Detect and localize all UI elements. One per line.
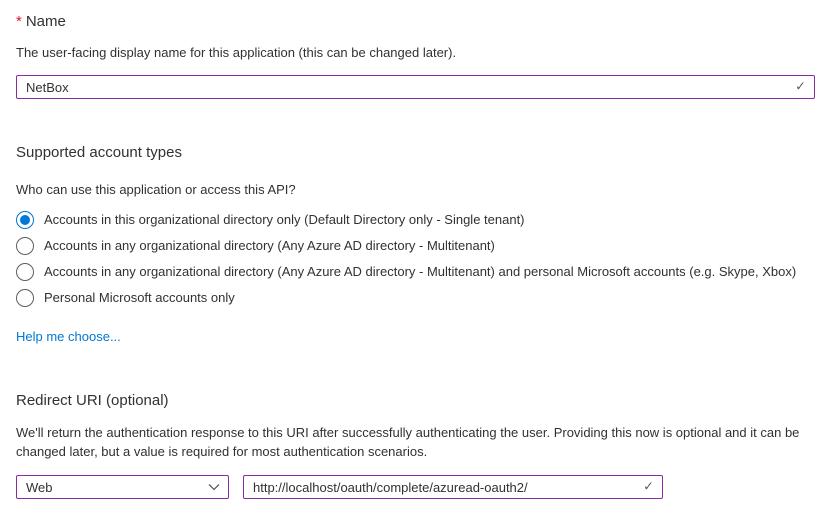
checkmark-icon: ✓ (643, 478, 654, 494)
radio-label: Accounts in this organizational directory only (Default Directory only - Single tenant) (44, 212, 525, 227)
radio-single-tenant[interactable] (16, 207, 815, 233)
radio-button-icon[interactable] (16, 289, 34, 307)
radio-button-icon[interactable] (16, 263, 34, 281)
help-me-choose-link[interactable]: Help me choose... (16, 329, 121, 344)
required-asterisk: * (16, 13, 22, 30)
redirect-uri-row (16, 475, 815, 499)
account-types-radio-group (16, 207, 815, 311)
radio-label: Accounts in any organizational directory (Any Azure AD directory - Multitenant) and personal Microsoft accounts (e.g. Skype, Xbox) (44, 264, 797, 279)
chevron-down-icon (208, 483, 220, 491)
account-types-question: Who can use this application or access this API? (16, 182, 296, 197)
name-description: The user-facing display name for this application (this can be changed later). (16, 45, 457, 60)
redirect-uri-heading: Redirect URI (optional) (16, 392, 169, 409)
radio-button-icon[interactable] (16, 237, 34, 255)
name-input-wrap (16, 75, 815, 99)
help-link-row (16, 328, 815, 346)
app-registration-form (16, 0, 815, 499)
radio-button-icon[interactable] (16, 211, 34, 229)
radio-label: Accounts in any organizational directory (Any Azure AD directory - Multitenant) (44, 238, 495, 253)
checkmark-icon: ✓ (795, 78, 806, 94)
name-section-heading (16, 12, 815, 32)
redirect-uri-description: We'll return the authentication response to this URI after successfully authenticating the user. Providing this now is optional and it can be changed later, but a value is required for most authentication scenarios. (16, 425, 800, 459)
supported-account-types-heading: Supported account types (16, 144, 182, 161)
radio-multitenant-personal[interactable] (16, 259, 815, 285)
platform-select-dropdown[interactable] (16, 475, 229, 499)
radio-multitenant[interactable] (16, 233, 815, 259)
radio-personal-only[interactable] (16, 285, 815, 311)
redirect-uri-input[interactable] (243, 475, 663, 499)
redirect-uri-input-wrap (243, 475, 663, 499)
name-heading-label: Name (25, 13, 66, 30)
radio-label: Personal Microsoft accounts only (44, 290, 235, 305)
name-input[interactable] (16, 75, 815, 99)
platform-selected-value: Web (26, 479, 53, 495)
